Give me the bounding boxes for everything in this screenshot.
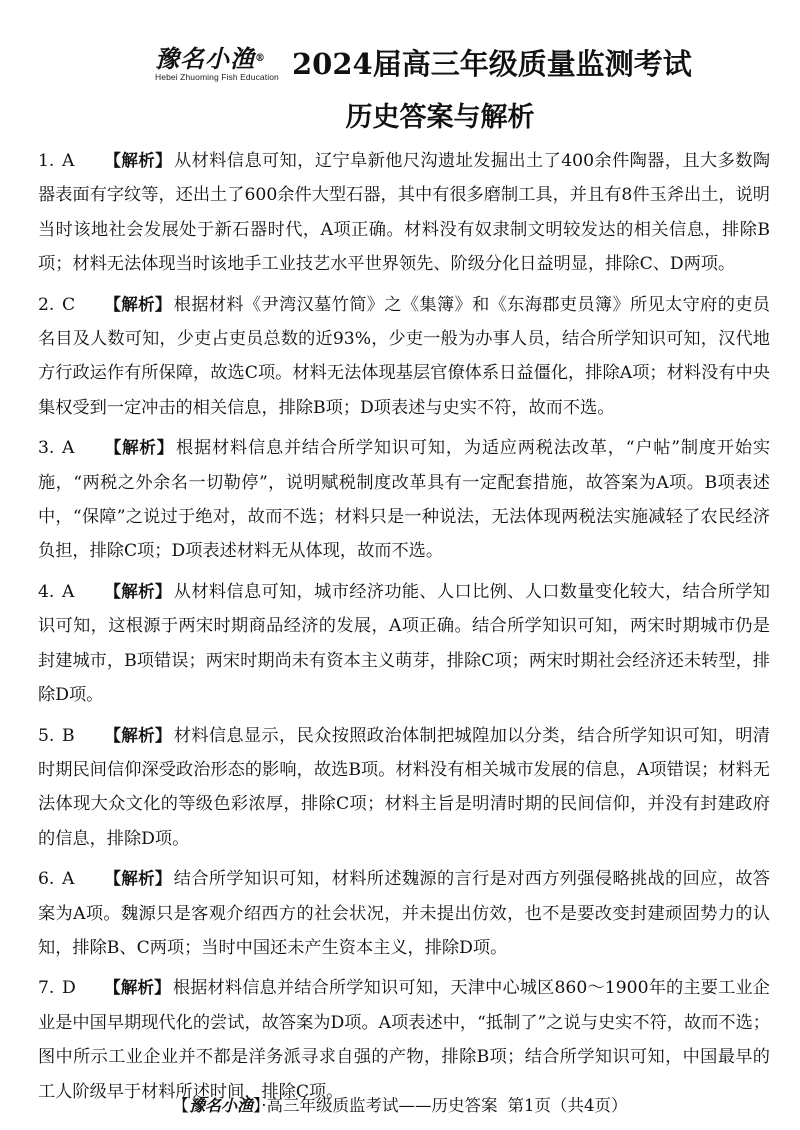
analysis-tag: 【解析】 [104,869,172,889]
question-number: 1. [38,151,55,171]
answer-item [38,431,770,569]
analysis-text: 从材料信息可知，城市经济功能、人口比例、人口数量变化较大，结合所学知识可知，这根源于两宋时期商品经济的发展，A项正确。结合所学知识可知，两宋时期城市仍是封建城市，B项错误；两宋时期尚未有资本主义萌芽，排除C项；两宋时期社会经济还未转型，排除D项。 [38,581,770,706]
answer-choice: D [62,978,76,999]
answer-choice: C [62,294,76,315]
question-number: 6. [38,869,55,890]
logo-text: 豫名小渔 [155,44,255,73]
analysis-tag: 【解析】 [104,978,171,998]
registered-mark: ® [255,53,266,64]
answer-choice: A [62,581,75,602]
analysis-tag: 【解析】 [104,581,172,601]
answer-list [38,144,770,1115]
analysis-tag: 【解析】 [104,438,175,458]
question-number: 7. [38,978,55,999]
analysis-text: 根据材料信息并结合所学知识可知，天津中心城区860～1900年的主要工业企业是中国早期现代化的尝试，故答案为D项。A项表述中，“抵制了”之说与史实不符，故而不选；图中所示工业企业并不都是洋务派寻求自强的产物，排除B项；结合所学知识可知，中国最早的工人阶级早于材料所述时间，排除C项。 [38,978,770,1102]
question-number: 4. [38,581,55,602]
question-number: 3. [38,438,55,459]
page-number: 第1页（共4页） [507,1096,628,1115]
analysis-text: 材料信息显示，民众按照政治体制把城隍加以分类，结合所学知识可知，明清时期民间信仰深受政治形态的影响，故选B项。材料没有相关城市发展的信息，A项错误；材料无法体现大众文化的等级色彩浓厚，排除C项；材料主旨是明清时期的民间信仰，并没有封建政府的信息，排除D项。 [38,725,770,849]
footer-bracket-open: 【 [172,1096,189,1115]
answer-item [38,575,770,713]
exam-title: 2024届高三年级质量监测考试 [292,47,692,81]
question-number: 5. [38,725,55,746]
footer-bracket-close: 】 [253,1096,262,1115]
answer-item [38,971,770,1109]
analysis-text: 根据材料信息并结合所学知识可知，为适应两税法改革，“户帖”制度开始实施，“两税之外余名一切勒停”，说明赋税制度改革具有一定配套措施，故答案为A项。B项表述中，“保障”之说过于绝对，故而不选；材料只是一种说法，无法体现两税法实施减轻了农民经济负担，排除C项；D项表述材料无从体现，故而不选。 [38,438,771,562]
answer-item [38,288,770,426]
page-footer [0,1092,800,1116]
answer-item [38,719,770,857]
logo-english: Hebei Zhuoming Fish Education [155,72,279,82]
answer-item [38,862,770,965]
question-number: 2. [38,294,55,315]
analysis-text: 从材料信息可知，辽宁阜新他尺沟遗址发掘出土了400余件陶器，且大多数陶器表面有字纹等，还出土了600余件大型石器，其中有很多磨制工具，并且有8件玉斧出土，说明当时该地社会发展处于新石器时代，A项正确。材料没有奴隶制文明较发达的相关信息，排除B项；材料无法体现当时该地手工业技艺水平世界领先、阶级分化日益明显，排除C、D两项。 [38,151,771,275]
brand-logo [155,46,290,83]
answer-choice: B [62,725,75,746]
answer-choice: A [62,869,75,890]
answer-choice: A [62,151,75,171]
analysis-tag: 【解析】 [104,294,172,314]
analysis-text: 结合所学知识可知，材料所述魏源的言行是对西方列强侵略挑战的回应，故答案为A项。魏源只是客观介绍西方的社会状况，并未提出仿效，也不是要改变封建顽固势力的认知，排除B、C两项；当时中国还未产生资本主义，排除D项。 [38,869,770,958]
analysis-tag: 【解析】 [104,151,173,170]
analysis-tag: 【解析】 [104,725,172,745]
document-subtitle: 历史答案与解析 [345,102,535,133]
footer-exam-name: ·高三年级质监考试——历史答案 [261,1096,498,1115]
answer-item [38,144,770,282]
analysis-text: 根据材料《尹湾汉墓竹简》之《集簿》和《东海郡吏员簿》所见太守府的吏员名目及人数可知，少吏占吏员总数的近93%，少吏一般为办事人员，结合所学知识可知，汉代地方行政运作有所保障，故选C项。材料无法体现基层官僚体系日益僵化，排除A项；材料没有中央集权受到一定冲击的相关信息，排除B项；D项表述与史实不符，故而不选。 [38,294,770,418]
footer-logo: 豫名小渔 [188,1096,253,1115]
answer-choice: A [62,438,75,459]
